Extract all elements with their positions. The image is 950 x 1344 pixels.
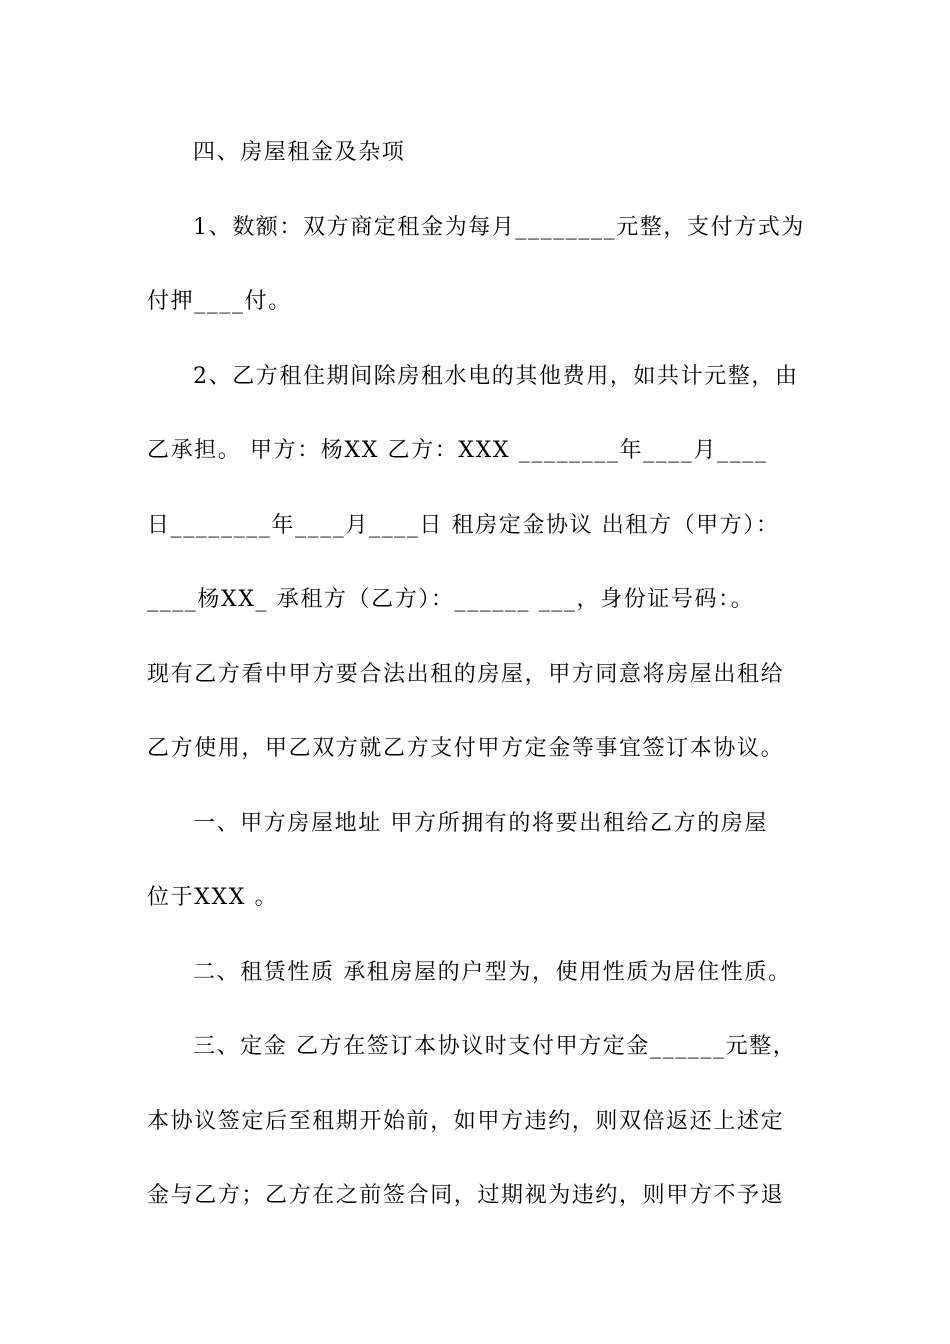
section-heading-address: 一、甲方房屋地址 甲方所拥有的将要出租给乙方的房屋 [193,810,768,836]
paragraph-line: 乙承担。 甲方：杨XX 乙方：XXX ________年____月____ [147,438,768,463]
paragraph-line: 付押____付。 [147,289,292,314]
section-heading-deposit: 三、定金 乙方在签订本协议时支付甲方定金______元整， [193,1034,797,1059]
paragraph-line: 本协议签定后至租期开始前，如甲方违约，则双倍返还上述定 [147,1108,785,1134]
paragraph-line: 1、数额：双方商定租金为每月________元整，支付方式为 [193,214,805,240]
paragraph-line: 日________年____月____日 租房定金协议 出租方（甲方）： [147,512,780,538]
paragraph-line: 现有乙方看中甲方要合法出租的房屋，甲方同意将房屋出租给 [147,661,785,687]
document-body [147,126,812,1244]
paragraph-line: 2、乙方租住期间除房租水电的其他费用，如共计元整，由 [193,363,799,389]
section-heading-rent: 四、房屋租金及杂项 [193,140,406,165]
paragraph-line: 乙方使用，甲乙双方就乙方支付甲方定金等事宜签订本协议。 [147,736,785,761]
paragraph-line: 金与乙方；乙方在之前签合同，过期视为违约，则甲方不予退 [147,1183,785,1208]
paragraph-line: 位于XXX 。 [147,885,279,910]
paragraph-line: ____杨XX_ 承租方（乙方）：______ ___，身份证号码：。 [147,587,755,612]
section-heading-nature: 二、租赁性质 承租房屋的户型为，使用性质为居住性质。 [193,959,792,985]
